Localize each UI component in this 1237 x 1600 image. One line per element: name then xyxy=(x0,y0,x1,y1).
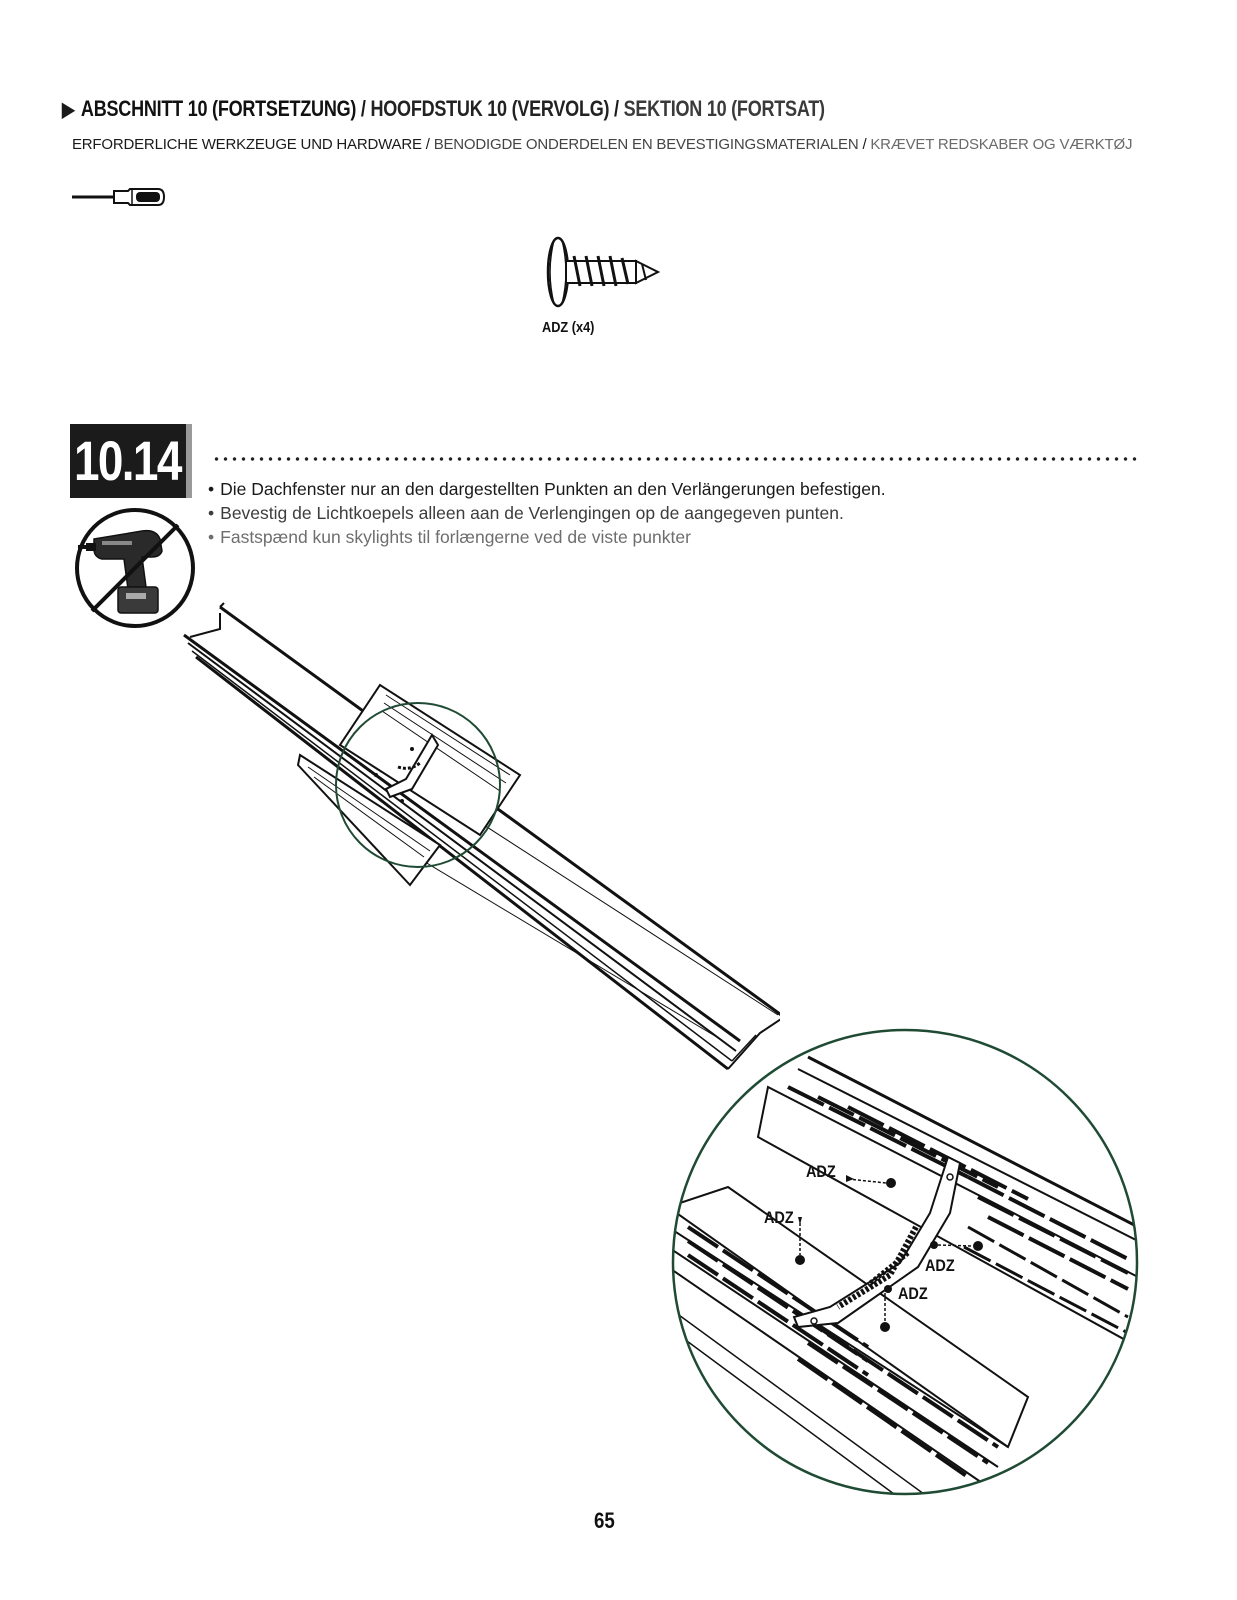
play-arrow-icon: ▶ xyxy=(62,99,75,121)
detail-callout xyxy=(668,1027,1143,1497)
adz-callout-label: ADZ xyxy=(898,1284,928,1303)
title-separator: / xyxy=(360,96,366,121)
title-separator: / xyxy=(614,96,619,121)
instruction-nl: • Bevestig de Lichtkoepels alleen aan de Verlengingen op de aangegeven punten. xyxy=(208,501,886,525)
step-number: 10.14 xyxy=(74,429,181,492)
section-title xyxy=(62,96,825,122)
section-title-da: SEKTION 10 (FORTSAT) xyxy=(623,96,825,121)
hardware-label: ADZ (x4) xyxy=(542,319,595,336)
roof-rail-diagram xyxy=(180,595,780,1090)
tools-separator: / xyxy=(862,136,867,153)
adz-callout-label: ADZ xyxy=(806,1162,836,1181)
screw-adz-icon xyxy=(540,234,664,310)
dotted-divider xyxy=(212,456,1140,462)
step-number-box xyxy=(70,424,192,498)
instruction-da: • Fastspænd kun skylights til forlængerne ved de viste punkter xyxy=(208,525,886,549)
section-title-nl: HOOFDSTUK 10 (VERVOLG) xyxy=(370,96,610,121)
tools-heading xyxy=(72,134,1162,155)
tools-heading-de: ERFORDERLICHE WERKZEUGE UND HARDWARE xyxy=(72,136,422,153)
adz-callout-label: ADZ xyxy=(764,1208,794,1227)
page-number: 65 xyxy=(594,1508,615,1533)
tools-heading-nl: BENODIGDE ONDERDELEN EN BEVESTIGINGSMATERIALEN xyxy=(433,136,859,153)
instruction-list xyxy=(208,477,886,549)
tools-separator: / xyxy=(425,136,430,153)
screwdriver-icon xyxy=(70,186,166,208)
tools-heading-da: KRÆVET REDSKABER OG VÆRKTØJ xyxy=(870,136,1133,153)
adz-callout-label: ADZ xyxy=(925,1256,955,1275)
instruction-de: • Die Dachfenster nur an den dargestellten Punkten an den Verlängerungen befestigen. xyxy=(208,477,886,501)
section-title-de: ABSCHNITT 10 (FORTSETZUNG) xyxy=(80,96,357,121)
